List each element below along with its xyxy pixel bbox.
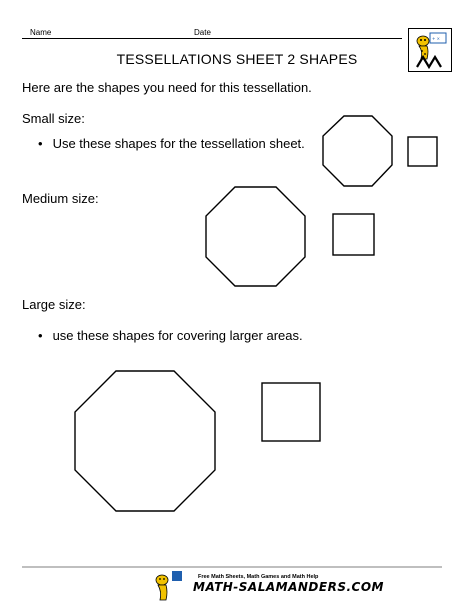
salamander-footer-icon (156, 571, 182, 600)
medium-size-label: Medium size: (22, 191, 99, 206)
bullet-dot-icon: • (38, 136, 43, 151)
bullet-dot-icon: • (38, 328, 43, 343)
large-octagon (75, 371, 215, 511)
footer-tagline: Free Math Sheets, Math Games and Math Help (198, 574, 319, 580)
date-label: Date (194, 28, 211, 37)
name-label: Name (30, 28, 52, 37)
small-square (408, 137, 437, 166)
small-size-label: Small size: (22, 111, 85, 126)
large-size-label: Large size: (22, 297, 86, 312)
small-octagon (323, 116, 392, 186)
page-title: TESSELLATIONS SHEET 2 SHAPES (116, 51, 358, 67)
medium-octagon (206, 187, 305, 286)
medium-square (333, 214, 374, 255)
large-square (262, 383, 320, 441)
svg-text:+ ×: + × (432, 36, 440, 41)
intro-text: Here are the shapes you need for this tessellation. (22, 80, 312, 95)
small-size-bullet-text: Use these shapes for the tessellation sheet. (52, 136, 305, 151)
large-size-bullet-text: use these shapes for covering larger areas. (52, 328, 303, 343)
footer-brand[interactable]: MATH-SALAMANDERS.COM (193, 580, 384, 594)
